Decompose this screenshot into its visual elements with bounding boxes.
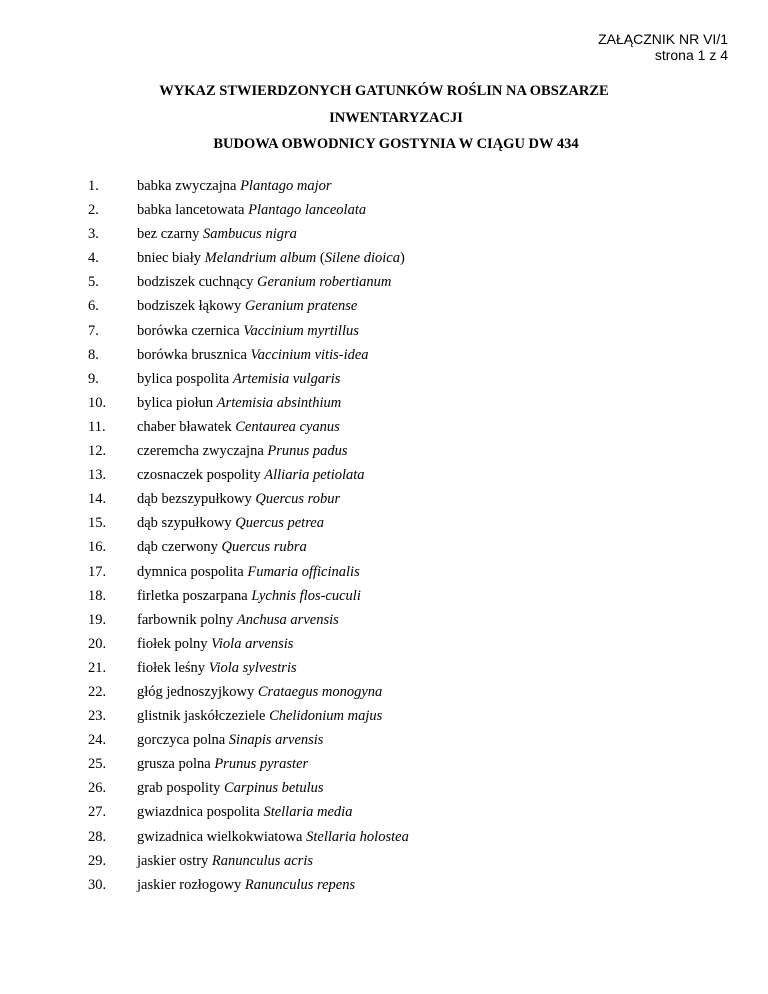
latin-name: Lychnis flos-cuculi — [251, 587, 361, 604]
latin-name: Geranium pratense — [244, 298, 358, 315]
species-name — [137, 272, 391, 292]
species-name — [137, 827, 409, 847]
list-item — [0, 417, 768, 441]
item-number: 1. — [88, 178, 99, 194]
polish-name: glistnik jaskółczeziele — [137, 708, 266, 725]
latin-name: Prunus padus — [267, 443, 348, 460]
latin-name: Ranunculus acris — [211, 852, 313, 869]
latin-name: Plantago major — [240, 178, 332, 194]
polish-name: chaber bławatek — [137, 418, 232, 435]
synonym-latin-name: Silene dioica — [324, 250, 400, 267]
species-name — [137, 513, 324, 533]
species-name — [137, 634, 293, 654]
polish-name: bodziszek cuchnący — [137, 274, 254, 291]
species-name — [137, 754, 308, 774]
item-number: 13. — [88, 467, 107, 484]
polish-name: borówka brusznica — [137, 346, 247, 363]
item-number: 14. — [88, 491, 107, 508]
list-item — [0, 706, 768, 730]
item-number: 3. — [88, 226, 99, 243]
species-name — [137, 369, 340, 389]
synonym-bracket: ) — [399, 250, 405, 267]
item-number: 21. — [88, 659, 107, 676]
species-name — [137, 610, 339, 630]
polish-name: dąb bezszypułkowy — [137, 491, 252, 508]
item-number: 12. — [88, 443, 107, 460]
polish-name: grab pospolity — [137, 780, 221, 797]
document-title-line-2: INWENTARYZACJI — [329, 110, 463, 126]
latin-name: Artemisia vulgaris — [232, 370, 341, 387]
item-number: 20. — [88, 635, 107, 652]
list-item — [0, 489, 768, 513]
list-item — [0, 754, 768, 778]
annex-label: ZAŁĄCZNIK NR VI/1 — [598, 31, 728, 47]
list-item — [0, 610, 768, 634]
list-item — [0, 369, 768, 393]
species-name — [137, 489, 340, 509]
latin-name: Ranunculus repens — [244, 876, 356, 893]
item-number: 23. — [88, 708, 107, 725]
polish-name: bez czarny — [137, 226, 200, 243]
polish-name: bodziszek łąkowy — [137, 298, 242, 315]
polish-name: bylica pospolita — [137, 370, 230, 387]
species-name — [137, 537, 307, 557]
polish-name: grusza polna — [137, 756, 211, 773]
polish-name: głóg jednoszyjkowy — [137, 683, 255, 700]
species-name — [137, 851, 313, 871]
species-name — [137, 417, 340, 437]
species-name — [137, 345, 369, 365]
polish-name: czosnaczek pospolity — [137, 467, 261, 484]
species-name — [137, 706, 382, 726]
polish-name: borówka czernica — [137, 322, 240, 339]
species-name — [137, 176, 332, 196]
list-item — [0, 200, 768, 224]
species-name — [137, 730, 323, 750]
latin-name: Stellaria media — [263, 804, 353, 821]
item-number: 29. — [88, 852, 107, 869]
latin-name: Prunus pyraster — [214, 756, 309, 773]
item-number: 24. — [88, 732, 107, 749]
latin-name: Viola sylvestris — [208, 659, 297, 676]
page-header — [598, 31, 728, 63]
list-item — [0, 562, 768, 586]
list-item — [0, 345, 768, 369]
species-name — [137, 224, 297, 244]
species-name — [137, 393, 341, 413]
species-name — [137, 586, 361, 606]
species-name — [137, 296, 357, 316]
latin-name: Viola arvensis — [211, 635, 294, 652]
latin-name: Anchusa arvensis — [236, 611, 339, 628]
item-number: 6. — [88, 298, 99, 315]
item-number: 26. — [88, 780, 107, 797]
document-title-line-3: BUDOWA OBWODNICY GOSTYNIA W CIĄGU DW 434 — [213, 136, 579, 152]
list-item — [0, 465, 768, 489]
item-number: 22. — [88, 683, 107, 700]
list-item — [0, 272, 768, 296]
item-number: 28. — [88, 828, 107, 845]
latin-name: Carpinus betulus — [224, 780, 324, 797]
list-item — [0, 682, 768, 706]
species-name — [137, 200, 366, 220]
polish-name: dąb czerwony — [137, 539, 218, 556]
latin-name: Artemisia absinthium — [216, 394, 342, 411]
species-name — [137, 875, 355, 895]
species-name — [137, 778, 324, 798]
latin-name: Sinapis arvensis — [228, 732, 324, 749]
polish-name: jaskier rozłogowy — [137, 876, 242, 893]
polish-name: bylica piołun — [137, 394, 214, 411]
list-item — [0, 537, 768, 561]
list-item — [0, 778, 768, 802]
polish-name: firletka poszarpana — [137, 587, 248, 604]
list-item — [0, 296, 768, 320]
item-number: 4. — [88, 250, 99, 267]
polish-name: farbownik polny — [137, 611, 234, 628]
latin-name: Vaccinium vitis-idea — [250, 346, 369, 363]
polish-name: fiołek leśny — [137, 659, 206, 676]
polish-name: gorczyca polna — [137, 732, 226, 749]
latin-name: Fumaria officinalis — [247, 563, 360, 580]
latin-name: Chelidonium majus — [269, 708, 383, 725]
polish-name: babka zwyczajna — [137, 178, 241, 194]
item-number: 8. — [88, 346, 99, 363]
polish-name: jaskier ostry — [137, 852, 209, 869]
polish-name: dymnica pospolita — [137, 563, 248, 580]
polish-name: babka lancetowata — [137, 202, 245, 219]
item-number: 30. — [88, 876, 107, 893]
list-item — [0, 730, 768, 754]
species-name — [137, 248, 405, 268]
polish-name: fiołek polny — [137, 635, 208, 652]
list-item — [0, 586, 768, 610]
latin-name: Stellaria holostea — [306, 828, 409, 845]
polish-name: bniec biały — [137, 250, 202, 267]
item-number: 7. — [88, 322, 99, 339]
page-number: strona 1 z 4 — [654, 47, 728, 63]
item-number: 9. — [88, 370, 99, 387]
list-item — [0, 224, 768, 248]
item-number: 27. — [88, 804, 107, 821]
species-name — [137, 321, 359, 341]
species-name — [137, 441, 348, 461]
item-number: 2. — [88, 202, 99, 219]
polish-name: gwizadnica wielkokwiatowa — [137, 828, 303, 845]
species-name — [137, 465, 365, 485]
latin-name: Geranium robertianum — [256, 274, 392, 291]
list-item — [0, 393, 768, 417]
species-name — [137, 802, 352, 822]
list-item — [0, 513, 768, 537]
latin-name: Melandrium album — [204, 250, 317, 267]
species-name — [137, 658, 297, 678]
list-item — [0, 658, 768, 682]
item-number: 18. — [88, 587, 107, 604]
item-number: 17. — [88, 563, 107, 580]
latin-name: Centaurea cyanus — [235, 418, 340, 435]
latin-name: Vaccinium myrtillus — [243, 322, 359, 339]
species-name — [137, 562, 360, 582]
species-name — [137, 682, 382, 702]
list-item — [0, 802, 768, 826]
synonym-bracket: ( — [319, 250, 325, 267]
latin-name: Alliaria petiolata — [264, 467, 365, 484]
item-number: 25. — [88, 756, 107, 773]
item-number: 16. — [88, 539, 107, 556]
item-number: 19. — [88, 611, 107, 628]
document-title-line-1: WYKAZ STWIERDZONYCH GATUNKÓW ROŚLIN NA OBSZARZE — [159, 83, 609, 99]
species-list — [0, 176, 768, 899]
latin-name: Plantago lanceolata — [248, 202, 367, 219]
list-item — [0, 634, 768, 658]
polish-name: dąb szypułkowy — [137, 515, 232, 532]
item-number: 15. — [88, 515, 107, 532]
item-number: 11. — [88, 418, 106, 435]
list-item — [0, 875, 768, 899]
list-item — [0, 851, 768, 875]
latin-name: Quercus rubra — [221, 539, 307, 556]
polish-name: gwiazdnica pospolita — [137, 804, 260, 821]
latin-name: Quercus robur — [255, 491, 341, 508]
list-item — [0, 827, 768, 851]
list-item — [0, 176, 768, 200]
latin-name: Crataegus monogyna — [257, 683, 383, 700]
list-item — [0, 321, 768, 345]
list-item — [0, 441, 768, 465]
polish-name: czeremcha zwyczajna — [137, 443, 264, 460]
item-number: 5. — [88, 274, 99, 291]
latin-name: Quercus petrea — [235, 515, 324, 532]
latin-name: Sambucus nigra — [203, 226, 297, 243]
list-item — [0, 248, 768, 272]
item-number: 10. — [88, 394, 107, 411]
